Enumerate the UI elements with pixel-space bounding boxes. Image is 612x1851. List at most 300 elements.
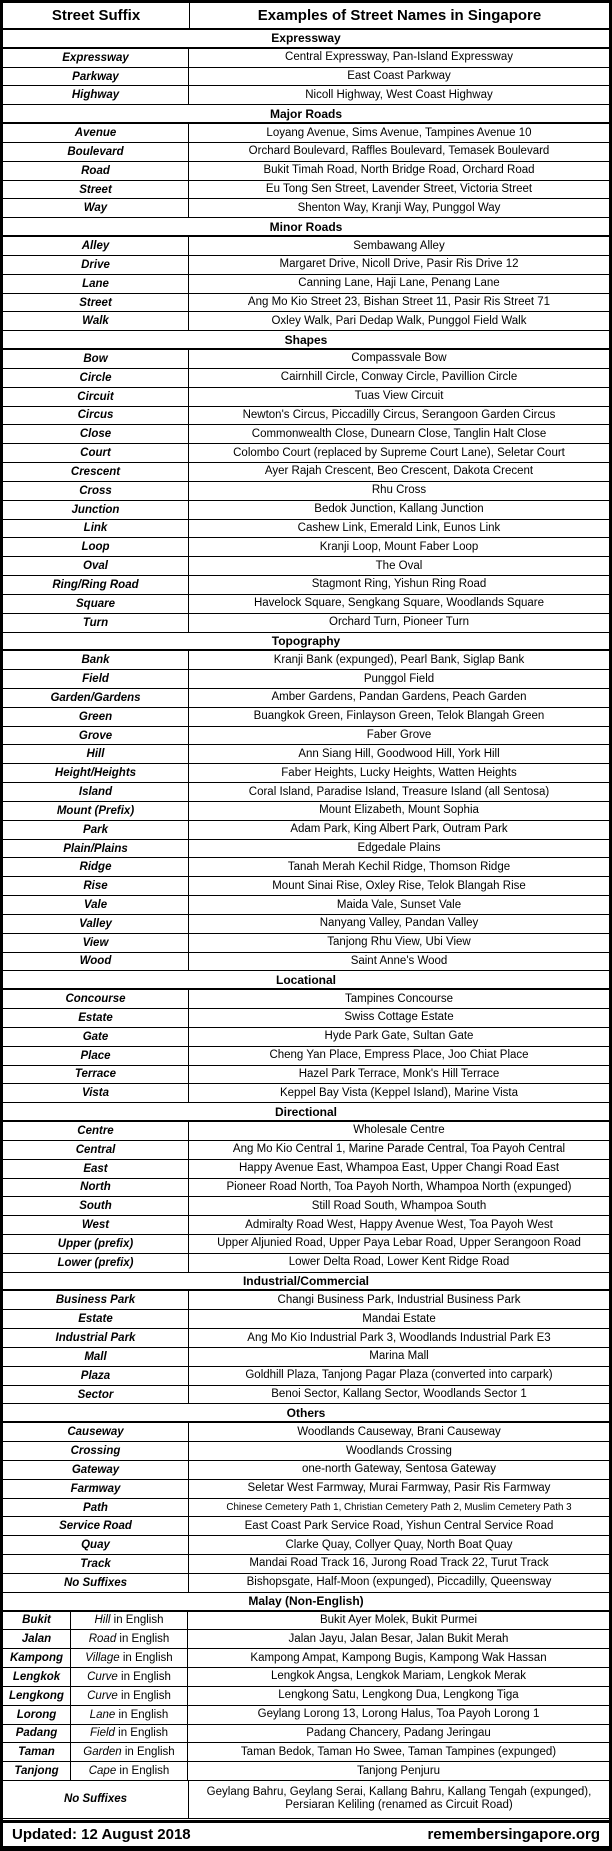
table-row: [3, 1423, 609, 1442]
table-row: [3, 1291, 609, 1310]
table-row: [3, 1160, 609, 1179]
table-row: [3, 49, 609, 68]
table-row: [3, 783, 609, 802]
street-suffix: East: [3, 1160, 189, 1178]
table-row: [3, 388, 609, 407]
street-examples: Woodlands Causeway, Brani Causeway: [297, 1425, 501, 1438]
table-row: [3, 1028, 609, 1047]
table-row: [3, 86, 609, 105]
street-suffix: Field: [3, 670, 189, 688]
table-row: [3, 256, 609, 275]
suffix-meaning-text: [94, 1614, 163, 1626]
header-examples: Examples of Street Names in Singapore: [257, 7, 542, 24]
street-examples: Bukit Timah Road, North Bridge Road, Orchard Road: [263, 164, 535, 177]
street-examples: Goldhill Plaza, Tanjong Pagar Plaza (converted into carpark): [245, 1369, 553, 1382]
table-row: [3, 990, 609, 1009]
street-suffix: Causeway: [3, 1423, 189, 1441]
street-suffix: Business Park: [3, 1291, 189, 1309]
street-suffix: Link: [3, 520, 189, 538]
table-row: [3, 1649, 609, 1668]
meaning-word: Road: [88, 1633, 117, 1646]
street-examples: Mandai Road Track 16, Jurong Road Track 22, Turut Track: [249, 1557, 549, 1570]
table-header-row: [3, 3, 609, 30]
table-row: [3, 294, 609, 313]
table-row: [3, 1254, 609, 1273]
street-examples: Ann Siang Hill, Goodwood Hill, York Hill: [298, 747, 500, 760]
street-examples: Mount Sinai Rise, Oxley Rise, Telok Blangah Rise: [272, 879, 526, 892]
street-examples: Happy Avenue East, Whampoa East, Upper Changi Road East: [238, 1162, 560, 1175]
street-suffix: Mount (Prefix): [3, 802, 189, 820]
table-row: [3, 444, 609, 463]
street-examples: Shenton Way, Kranji Way, Punggol Way: [297, 201, 501, 214]
street-examples: Adam Park, King Albert Park, Outram Park: [290, 823, 508, 836]
street-examples: Tampines Concourse: [344, 992, 454, 1005]
table-body: [3, 30, 609, 1820]
table-row: [3, 840, 609, 859]
table-row: [3, 1706, 609, 1725]
street-suffix: Grove: [3, 727, 189, 745]
street-examples: Canning Lane, Haji Lane, Penang Lane: [298, 277, 500, 290]
table-row: [3, 802, 609, 821]
meaning-word: Cape: [88, 1765, 117, 1778]
street-suffix: Park: [3, 821, 189, 839]
table-row: [3, 1047, 609, 1066]
street-suffix: Circus: [3, 407, 189, 425]
street-examples: Orchard Boulevard, Raffles Boulevard, Temasek Boulevard: [248, 145, 550, 158]
street-suffix: Industrial Park: [3, 1329, 189, 1347]
street-suffix: Valley: [3, 915, 189, 933]
street-examples: Wholesale Centre: [353, 1124, 445, 1137]
street-suffix: Rise: [3, 877, 189, 895]
suffix-meaning: [71, 1687, 188, 1705]
street-suffix: Square: [3, 595, 189, 613]
street-examples: Jalan Jayu, Jalan Besar, Jalan Bukit Merah: [288, 1632, 509, 1645]
street-suffix: Wood: [3, 953, 189, 971]
street-examples: Admiralty Road West, Happy Avenue West, Toa Payoh West: [245, 1218, 553, 1231]
table-row: [3, 745, 609, 764]
street-examples: Colombo Court (replaced by Supreme Court Lane), Seletar Court: [233, 446, 565, 459]
street-suffix: Kampong: [3, 1649, 71, 1667]
table-row: [3, 1687, 609, 1706]
street-suffix: Way: [3, 199, 189, 217]
street-suffix: View: [3, 934, 189, 952]
street-examples: Mount Elizabeth, Mount Sophia: [319, 804, 479, 817]
meaning-word: Field: [90, 1727, 115, 1740]
street-examples: Faber Heights, Lucky Heights, Watten Heights: [281, 766, 517, 779]
table-row: [3, 576, 609, 595]
street-examples: Hyde Park Gate, Sultan Gate: [324, 1030, 474, 1043]
street-examples: Havelock Square, Sengkang Square, Woodlands Square: [253, 597, 545, 610]
street-examples: Geylang Lorong 13, Lorong Halus, Toa Payoh Lorong 1: [257, 1708, 540, 1721]
street-suffix: No Suffixes: [3, 1574, 189, 1592]
section-header: Major Roads: [3, 105, 609, 124]
street-suffix: Upper (prefix): [3, 1235, 189, 1253]
table-row: [3, 1743, 609, 1762]
street-examples: The Oval: [375, 559, 423, 572]
street-suffix: Estate: [3, 1009, 189, 1027]
suffix-meaning-text: [85, 1652, 172, 1664]
street-suffix: Vale: [3, 896, 189, 914]
table-row: [3, 520, 609, 539]
table-row: [3, 1781, 609, 1819]
section-header: Directional: [3, 1103, 609, 1122]
street-examples: Swiss Cottage Estate: [344, 1011, 454, 1024]
suffix-meaning-text: [90, 1709, 169, 1721]
section-header: Malay (Non-English): [3, 1593, 609, 1612]
table-row: [3, 1630, 609, 1649]
street-suffix: Lengkong: [3, 1687, 71, 1705]
suffix-meaning: [71, 1762, 188, 1780]
street-suffix: Central: [3, 1141, 189, 1159]
street-examples: Stagmont Ring, Yishun Ring Road: [311, 578, 487, 591]
street-examples: Kranji Bank (expunged), Pearl Bank, Siglap Bank: [273, 653, 525, 666]
table-row: [3, 1386, 609, 1405]
street-examples: Coral Island, Paradise Island, Treasure Island (all Sentosa): [248, 785, 550, 798]
street-suffix: Circuit: [3, 388, 189, 406]
street-examples: East Coast Park Service Road, Yishun Central Service Road: [244, 1519, 554, 1532]
street-examples: Cairnhill Circle, Conway Circle, Pavillion Circle: [280, 371, 518, 384]
street-examples: Tanah Merah Kechil Ridge, Thomson Ridge: [287, 860, 511, 873]
table-row: [3, 425, 609, 444]
header-street-suffix: Street Suffix: [3, 3, 190, 28]
table-row: [3, 1668, 609, 1687]
street-examples: Commonwealth Close, Dunearn Close, Tanglin Halt Close: [251, 427, 547, 440]
street-examples: Lengkong Satu, Lengkong Dua, Lengkong Tiga: [278, 1689, 519, 1702]
street-examples: Ayer Rajah Crescent, Beo Crescent, Dakota Crecent: [264, 465, 534, 478]
street-suffix: Ridge: [3, 858, 189, 876]
street-examples: Punggol Field: [363, 672, 435, 685]
street-suffix: Estate: [3, 1310, 189, 1328]
section-header: Locational: [3, 971, 609, 990]
section-header: Others: [3, 1404, 609, 1423]
street-examples: Woodlands Crossing: [346, 1444, 452, 1457]
street-suffix: Vista: [3, 1084, 189, 1102]
street-suffix: Gate: [3, 1028, 189, 1046]
street-suffix: Cross: [3, 482, 189, 500]
street-examples: Tanjong Rhu View, Ubi View: [327, 936, 471, 949]
table-row: [3, 1499, 609, 1518]
street-suffix: Street: [3, 181, 189, 199]
street-examples: Bedok Junction, Kallang Junction: [314, 503, 484, 516]
table-row: [3, 821, 609, 840]
suffix-meaning: [71, 1743, 188, 1761]
street-suffix: Green: [3, 708, 189, 726]
street-examples: Nicoll Highway, West Coast Highway: [305, 88, 493, 101]
suffix-meaning: [71, 1725, 188, 1743]
street-examples: Edgedale Plains: [357, 842, 441, 855]
table-row: [3, 501, 609, 520]
street-examples: Still Road South, Whampoa South: [311, 1199, 487, 1212]
street-suffix: Hill: [3, 745, 189, 763]
table-row: [3, 1367, 609, 1386]
street-suffix: Court: [3, 444, 189, 462]
street-suffix: Crossing: [3, 1442, 189, 1460]
table-row: [3, 275, 609, 294]
street-examples: Bishopsgate, Half-Moon (expunged), Piccadilly, Queensway: [246, 1576, 552, 1589]
table-row: [3, 877, 609, 896]
street-examples: Hazel Park Terrace, Monk's Hill Terrace: [298, 1067, 500, 1080]
street-suffix: Loop: [3, 538, 189, 556]
meaning-rest: in English: [114, 1727, 168, 1740]
street-examples: Ang Mo Kio Central 1, Marine Parade Central, Toa Payoh Central: [232, 1143, 566, 1156]
street-examples: Tanjong Penjuru: [356, 1764, 441, 1777]
table-footer: [3, 1820, 609, 1846]
table-row: [3, 1517, 609, 1536]
meaning-rest: in English: [119, 1652, 173, 1665]
meaning-rest: in English: [117, 1689, 171, 1702]
table-row: [3, 237, 609, 256]
street-suffix: Height/Heights: [3, 764, 189, 782]
section-header: Expressway: [3, 30, 609, 49]
street-examples: Changi Business Park, Industrial Business Park: [277, 1293, 521, 1306]
suffix-meaning: [71, 1706, 188, 1724]
street-suffix: Sector: [3, 1386, 189, 1404]
suffix-meaning-text: [89, 1633, 170, 1645]
street-examples: Loyang Avenue, Sims Avenue, Tampines Avenue 10: [266, 126, 532, 139]
street-suffix: Plain/Plains: [3, 840, 189, 858]
table-row: [3, 595, 609, 614]
street-examples: Tuas View Circuit: [354, 390, 444, 403]
street-suffix: Lorong: [3, 1706, 71, 1724]
table-row: [3, 1197, 609, 1216]
street-examples: Cheng Yan Place, Empress Place, Joo Chiat Place: [269, 1049, 529, 1062]
table-row: [3, 181, 609, 200]
table-row: [3, 350, 609, 369]
meaning-rest: in English: [116, 1765, 170, 1778]
street-suffix: Mall: [3, 1348, 189, 1366]
street-suffix: Street: [3, 294, 189, 312]
street-examples: Ang Mo Kio Industrial Park 3, Woodlands Industrial Park E3: [247, 1331, 551, 1344]
street-suffix: South: [3, 1197, 189, 1215]
street-suffix: Expressway: [3, 49, 189, 67]
table-row: [3, 1141, 609, 1160]
table-row: [3, 1480, 609, 1499]
street-examples: Kranji Loop, Mount Faber Loop: [319, 540, 479, 553]
street-suffix: Jalan: [3, 1630, 71, 1648]
street-suffix: Taman: [3, 1743, 71, 1761]
table-row: [3, 1536, 609, 1555]
street-suffix: Concourse: [3, 990, 189, 1008]
table-row: [3, 162, 609, 181]
street-examples: Buangkok Green, Finlayson Green, Telok Blangah Green: [253, 710, 545, 723]
table-row: [3, 1555, 609, 1574]
table-row: [3, 1066, 609, 1085]
table-row: [3, 1612, 609, 1631]
street-suffix: Turn: [3, 614, 189, 632]
table-row: [3, 1461, 609, 1480]
street-examples: Maida Vale, Sunset Vale: [336, 898, 462, 911]
table-row: [3, 651, 609, 670]
street-suffix: Crescent: [3, 463, 189, 481]
street-examples: Bukit Ayer Molek, Bukit Purmei: [319, 1613, 477, 1626]
street-examples: Lower Delta Road, Lower Kent Ridge Road: [288, 1256, 510, 1269]
table-row: [3, 538, 609, 557]
meaning-word: Lane: [89, 1708, 116, 1721]
section-header: Topography: [3, 633, 609, 652]
table-row: [3, 199, 609, 218]
table-row: [3, 369, 609, 388]
table-row: [3, 1310, 609, 1329]
street-examples: Clarke Quay, Collyer Quay, North Boat Quay: [285, 1538, 513, 1551]
street-suffix: Road: [3, 162, 189, 180]
table-row: [3, 68, 609, 87]
street-suffix: No Suffixes: [3, 1781, 189, 1818]
street-suffix: Terrace: [3, 1066, 189, 1084]
street-examples: Padang Chancery, Padang Jeringau: [306, 1726, 491, 1739]
street-suffix: Avenue: [3, 124, 189, 142]
street-examples: Cashew Link, Emerald Link, Eunos Link: [297, 521, 501, 534]
street-suffix: Service Road: [3, 1517, 189, 1535]
street-suffix: Highway: [3, 86, 189, 104]
table-row: [3, 482, 609, 501]
street-examples: Kampong Ampat, Kampong Bugis, Kampong Wak Hassan: [250, 1651, 547, 1664]
street-examples: Taman Bedok, Taman Ho Swee, Taman Tampines (expunged): [240, 1745, 557, 1758]
table-row: [3, 407, 609, 426]
suffix-meaning-text: [83, 1746, 174, 1758]
section-header: Shapes: [3, 331, 609, 350]
street-examples: Pioneer Road North, Toa Payoh North, Whampoa North (expunged): [226, 1180, 572, 1193]
street-suffix: Bukit: [3, 1612, 71, 1630]
street-suffix: North: [3, 1179, 189, 1197]
street-suffix: Gateway: [3, 1461, 189, 1479]
street-examples: Ang Mo Kio Street 23, Bishan Street 11, Pasir Ris Street 71: [247, 296, 551, 308]
street-suffix: Bow: [3, 350, 189, 368]
street-examples: Oxley Walk, Pari Dedap Walk, Punggol Field Walk: [271, 314, 527, 327]
street-examples: Mandai Estate: [362, 1312, 436, 1325]
table-row: [3, 312, 609, 331]
street-examples: Upper Aljunied Road, Upper Paya Lebar Road, Upper Serangoon Road: [217, 1237, 581, 1250]
street-suffix: West: [3, 1216, 189, 1234]
street-examples: Compassvale Bow: [351, 352, 447, 365]
section-header: Minor Roads: [3, 218, 609, 237]
street-suffix: Lengkok: [3, 1668, 71, 1686]
suffix-meaning-text: [90, 1727, 168, 1739]
street-examples: Benoi Sector, Kallang Sector, Woodlands Sector 1: [271, 1388, 527, 1401]
street-suffix: Junction: [3, 501, 189, 519]
street-suffix: Circle: [3, 369, 189, 387]
street-suffix: Path: [3, 1499, 189, 1517]
meaning-word: Hill: [94, 1614, 111, 1627]
street-examples: Nanyang Valley, Pandan Valley: [319, 917, 479, 930]
table-row: [3, 934, 609, 953]
suffix-meaning: [71, 1612, 188, 1630]
meaning-rest: in English: [121, 1746, 175, 1759]
street-examples: Rhu Cross: [371, 484, 427, 497]
table-row: [3, 915, 609, 934]
street-suffix: Garden/Gardens: [3, 689, 189, 707]
street-suffix: Bank: [3, 651, 189, 669]
street-examples: one-north Gateway, Sentosa Gateway: [301, 1463, 497, 1476]
street-examples: Sembawang Alley: [353, 239, 445, 252]
table-row: [3, 896, 609, 915]
street-suffix: Drive: [3, 256, 189, 274]
street-suffix: Plaza: [3, 1367, 189, 1385]
table-row: [3, 1235, 609, 1254]
street-examples: Chinese Cemetery Path 1, Christian Cemetery Path 2, Muslim Cemetery Path 3: [226, 1502, 572, 1513]
street-examples: Margaret Drive, Nicoll Drive, Pasir Ris Drive 12: [279, 258, 519, 271]
table-row: [3, 858, 609, 877]
street-suffix: Walk: [3, 312, 189, 330]
street-examples: Faber Grove: [366, 729, 432, 742]
street-suffix: Quay: [3, 1536, 189, 1554]
street-suffix: Lower (prefix): [3, 1254, 189, 1272]
table-row: [3, 689, 609, 708]
street-examples: Saint Anne's Wood: [350, 954, 448, 967]
table-row: [3, 1179, 609, 1198]
street-examples: Keppel Bay Vista (Keppel Island), Marine Vista: [279, 1086, 518, 1099]
street-suffix: Ring/Ring Road: [3, 576, 189, 594]
table-row: [3, 953, 609, 972]
meaning-word: Garden: [83, 1746, 122, 1759]
table-row: [3, 1762, 609, 1781]
meaning-rest: in English: [115, 1708, 169, 1721]
street-examples: Marina Mall: [369, 1350, 429, 1363]
street-examples: Orchard Turn, Pioneer Turn: [329, 616, 469, 629]
suffix-meaning-text: [89, 1765, 170, 1777]
street-suffix: Track: [3, 1555, 189, 1573]
street-suffix: Boulevard: [3, 143, 189, 161]
street-suffix: Parkway: [3, 68, 189, 86]
street-suffix: Alley: [3, 237, 189, 255]
street-suffix: Island: [3, 783, 189, 801]
table-row: [3, 1725, 609, 1744]
meaning-word: Curve: [87, 1689, 118, 1702]
meaning-rest: in English: [110, 1614, 164, 1627]
table-row: [3, 614, 609, 633]
street-examples: Lengkok Angsa, Lengkok Mariam, Lengkok Merak: [270, 1670, 527, 1683]
street-examples: Newton's Circus, Piccadilly Circus, Serangoon Garden Circus: [242, 408, 556, 421]
street-examples: Geylang Bahru, Geylang Serai, Kallang Bahru, Kallang Tengah (expunged), Persiaran Keliling (renamed as Circuit Road): [206, 1786, 592, 1812]
meaning-word: Curve: [87, 1670, 118, 1683]
street-examples: Eu Tong Sen Street, Lavender Street, Victoria Street: [265, 183, 533, 196]
table-row: [3, 727, 609, 746]
meaning-rest: in English: [117, 1670, 171, 1683]
street-suffix: Close: [3, 425, 189, 443]
street-examples: Central Expressway, Pan-Island Expressway: [285, 51, 513, 64]
table-row: [3, 1216, 609, 1235]
table-row: [3, 670, 609, 689]
table-row: [3, 124, 609, 143]
street-examples: East Coast Parkway: [347, 70, 451, 83]
street-suffix: Oval: [3, 557, 189, 575]
table-row: [3, 1329, 609, 1348]
street-examples: Seletar West Farmway, Murai Farmway, Pasir Ris Farmway: [247, 1482, 551, 1495]
table-row: [3, 143, 609, 162]
street-suffix: Tanjong: [3, 1762, 71, 1780]
suffix-meaning: [71, 1630, 188, 1648]
meaning-rest: in English: [116, 1633, 170, 1646]
street-examples: Amber Gardens, Pandan Gardens, Peach Garden: [271, 691, 527, 704]
table-row: [3, 1442, 609, 1461]
suffix-meaning-text: [87, 1690, 171, 1702]
meaning-word: Village: [85, 1652, 120, 1665]
table-row: [3, 463, 609, 482]
table-row: [3, 708, 609, 727]
table-row: [3, 1574, 609, 1593]
table-row: [3, 764, 609, 783]
street-suffix: Lane: [3, 275, 189, 293]
section-header: Industrial/Commercial: [3, 1273, 609, 1292]
suffix-meaning: [71, 1649, 188, 1667]
suffix-meaning-text: [87, 1671, 171, 1683]
suffix-meaning: [71, 1668, 188, 1686]
table-row: [3, 1009, 609, 1028]
table-row: [3, 1084, 609, 1103]
site-name: remembersingapore.org: [427, 1826, 600, 1843]
updated-date: Updated: 12 August 2018: [12, 1826, 191, 1843]
table-row: [3, 1348, 609, 1367]
street-suffix: Centre: [3, 1122, 189, 1140]
